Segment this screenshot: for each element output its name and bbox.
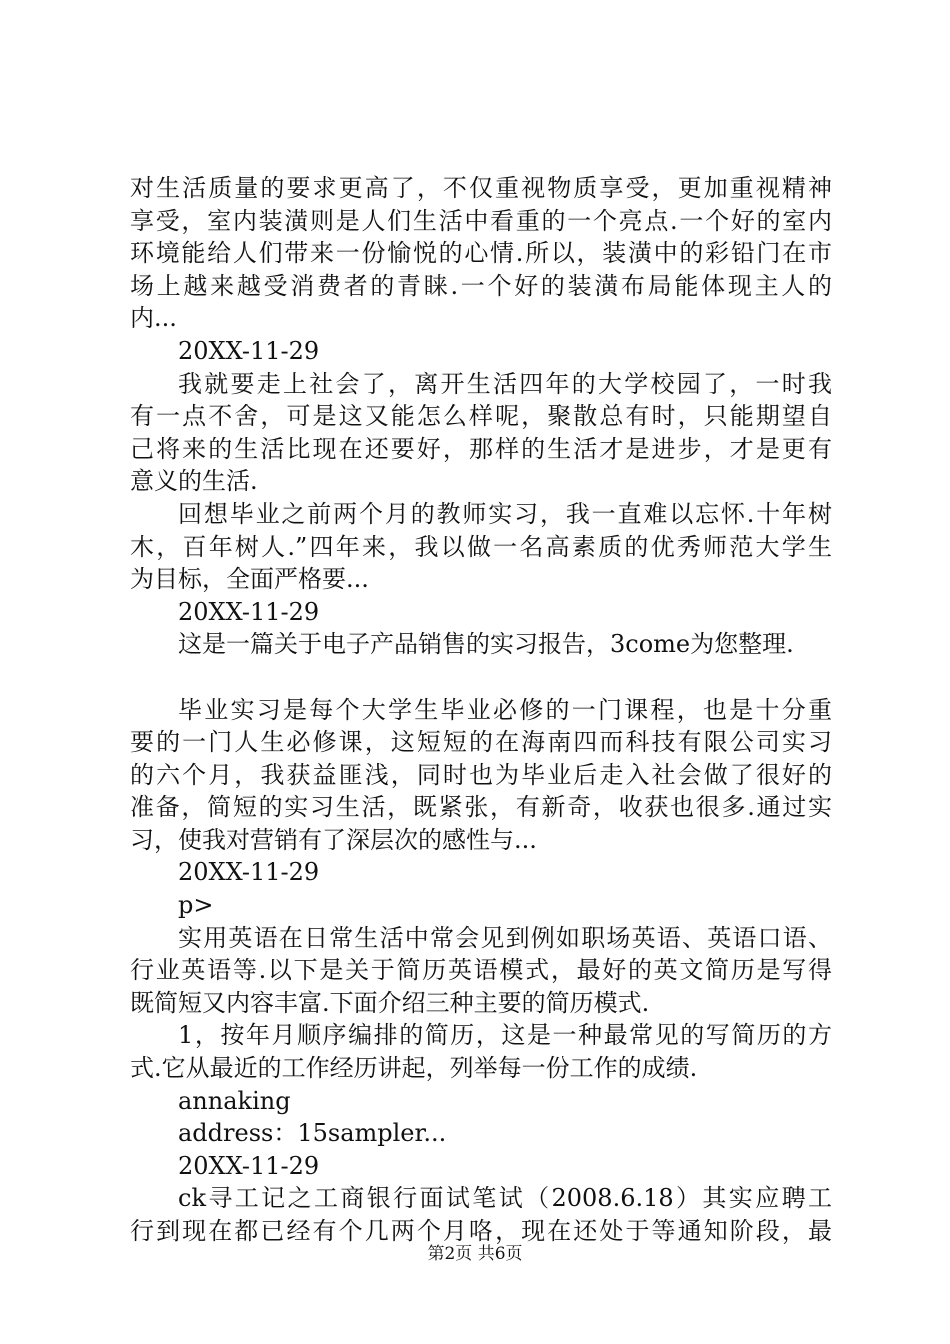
text-line: 意义的生活. — [130, 467, 258, 496]
text-line: 环境能给人们带来一份愉悦的心情.所以，装潢中的彩铅门在市 — [130, 239, 832, 268]
document-body — [130, 172, 832, 1248]
text-line: 式.它从最近的工作经历讲起，列举每一份工作的成绩. — [130, 1054, 698, 1083]
text-line: 己将来的生活比现在还要好，那样的生活才是进步，才是更有 — [130, 434, 832, 463]
text-line: 对生活质量的要求更高了，不仅重视物质享受，更加重视精神 — [130, 174, 832, 202]
text-line: 的六个月，我获益匪浅，同时也为毕业后走入社会做了很好的 — [130, 760, 832, 789]
text-line: 这是一篇关于电子产品销售的实习报告，3come为您整理. — [178, 630, 794, 659]
text-line: 回想毕业之前两个月的教师实习，我一直难以忘怀.十年树 — [178, 499, 832, 528]
text-line: 要的一门人生必修课，这短短的在海南四而科技有限公司实习 — [130, 728, 832, 757]
text-line: 为目标，全面严格要... — [130, 565, 369, 594]
text-line: 行业英语等.以下是关于简历英语模式，最好的英文简历是写得 — [130, 956, 832, 985]
text-line: p> — [178, 891, 214, 920]
text-line: 20XX-11-29 — [178, 1151, 320, 1180]
text-line: 行到现在都已经有个几两个月咯，现在还处于等通知阶段，最 — [130, 1217, 832, 1245]
text-line: 享受，室内装潢则是人们生活中看重的一个亮点.一个好的室内 — [130, 206, 832, 235]
text-line: 既简短又内容丰富.下面介绍三种主要的简历模式. — [130, 988, 650, 1017]
blank-line — [130, 661, 832, 694]
page-footer: 第2页 共6页 — [427, 1244, 523, 1264]
text-line: 毕业实习是每个大学生毕业必修的一门课程，也是十分重 — [178, 695, 832, 724]
text-line: 20XX-11-29 — [178, 597, 320, 626]
text-line: 场上越来越受消费者的青睐.一个好的装潢布局能体现主人的 — [130, 271, 832, 300]
text-line: 木，百年树人.”四年来，我以做一名高素质的优秀师范大学生 — [130, 532, 832, 561]
text-line: address：15sampler... — [178, 1119, 447, 1148]
text-line: 习，使我对营销有了深层次的感性与... — [130, 825, 537, 854]
text-line: 我就要走上社会了，离开生活四年的大学校园了，一时我 — [178, 369, 832, 398]
text-line: 准备，简短的实习生活，既紧张，有新奇，收获也很多.通过实 — [130, 793, 832, 822]
text-line: 20XX-11-29 — [178, 336, 320, 365]
text-line: 20XX-11-29 — [178, 858, 320, 887]
text-line: 有一点不舍，可是这又能怎么样呢，聚散总有时，只能期望自 — [130, 402, 832, 431]
text-line: annaking — [178, 1086, 291, 1115]
text-line: 内... — [130, 304, 177, 333]
text-line: 实用英语在日常生活中常会见到例如职场英语、英语口语、 — [178, 923, 832, 952]
text-line: 1，按年月顺序编排的简历，这是一种最常见的写简历的方 — [178, 1021, 832, 1050]
text-line: ck寻工记之工商银行面试笔试（2008.6.18）其实应聘工 — [178, 1184, 832, 1213]
